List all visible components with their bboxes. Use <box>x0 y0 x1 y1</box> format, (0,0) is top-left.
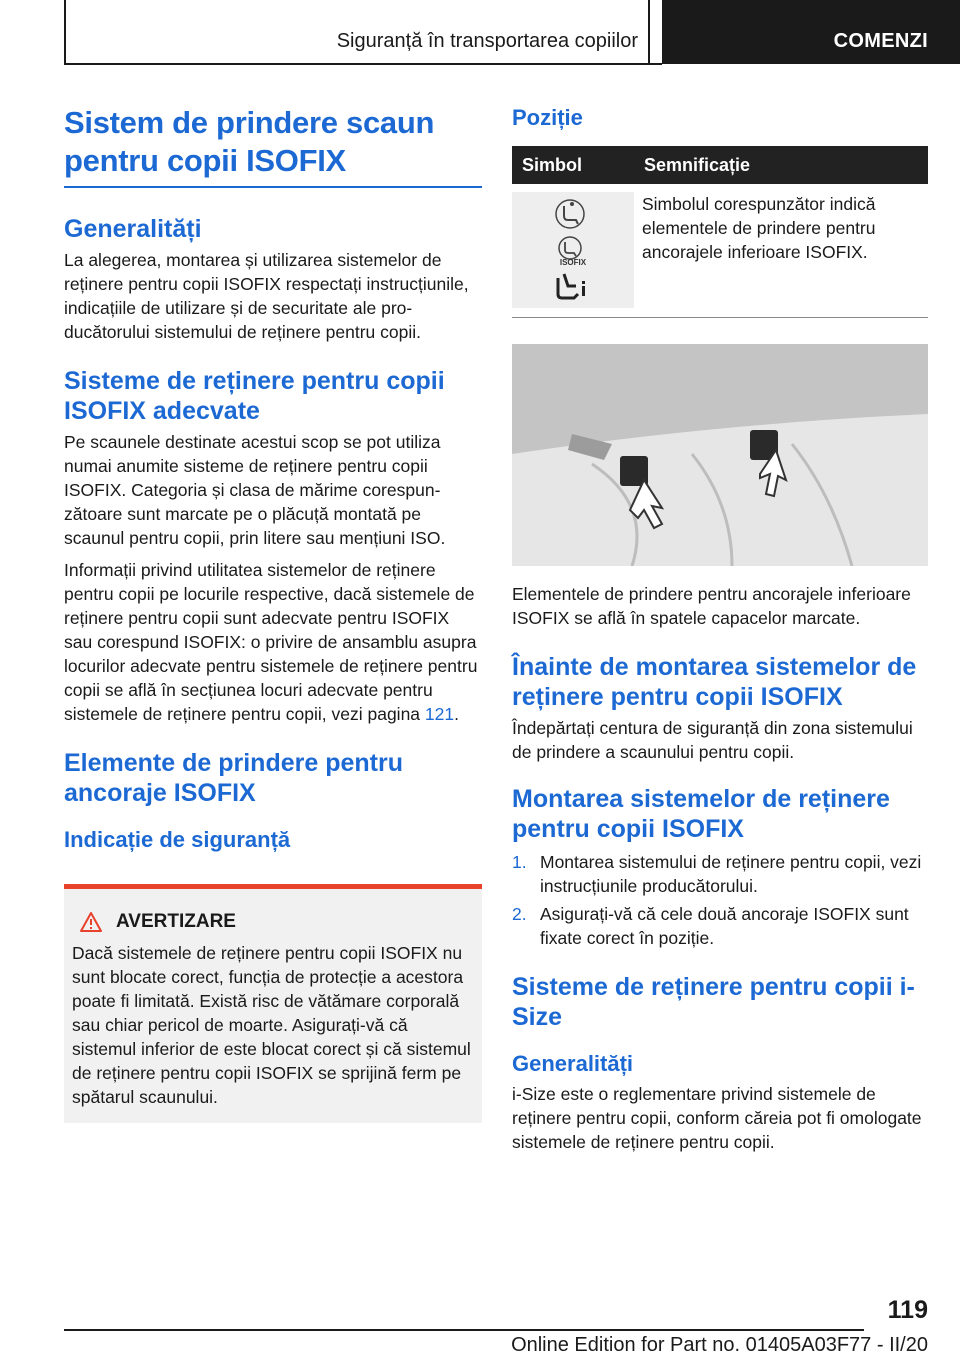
section-title: Siguranță în transportarea copiilor <box>336 30 638 52</box>
right-column <box>512 104 928 1154</box>
page-number: 119 <box>887 1296 928 1324</box>
isize-general-heading: Generalități <box>512 1051 634 1076</box>
isofix-seat-icon <box>512 192 634 308</box>
title-rule <box>64 186 482 188</box>
warning-text: Dacă sistemele de reținere pentru copii ISOFIX nu sunt blocate corect, funcția de protecție a acestora poate fi limitată. Există risc de vătămare corporală sau chiar pericol de moarte. Asigurați-vă că sistemul inferior de este blocat corect și că sistemul de reținere pentru copii ISOFIX se sprijină ferm pe spătarul scaunului. <box>72 943 471 1107</box>
page-reference-link[interactable]: 121 <box>424 704 455 724</box>
isize-text: i-Size este o reglementare privind sistemele de reținere pentru copii, conform căreia pot fi omologate sistemele de reținere pentru copii. <box>512 1084 922 1152</box>
suitable-text-2 <box>64 558 482 726</box>
before-text: Îndepărtați centura de siguranță din zona sistemului de prindere a scaunului pentru copii. <box>512 718 913 762</box>
warning-triangle-icon <box>80 912 102 932</box>
general-heading: Generalități <box>64 215 202 243</box>
rear-seat-illustration <box>512 344 928 566</box>
mount-heading: Montarea sistemelor de reținere pentru copii ISOFIX <box>512 785 890 843</box>
footer-rule <box>64 1329 864 1331</box>
chapter-tab[interactable]: COMENZI <box>662 0 960 64</box>
suitable-heading: Sisteme de reținere pentru copii ISOFIX adecvate <box>64 367 445 425</box>
anchor-heading: Elemente de prindere pentru ancoraje ISOFIX <box>64 749 403 807</box>
warning-label: AVERTIZARE <box>116 911 236 932</box>
suitable-text-2-body: Informații privind utilitatea sistemelor de reținere pentru copii pe locurile respective, dacă sistemele de reținere pentru copii sunt adecvate pentru ISOFIX sau corespund ISOFIX: o privire de ansamblu asupra locurilor adecvate pentru sistemele de reținere pentru copii se află în secțiunea locuri adecvate pentru sistemele de reținere pentru copii, vezi pagina <box>64 560 478 724</box>
isofix-symbols <box>512 192 634 308</box>
table-row-text: Simbolul corespunzător indică elementele de prindere pentru ancorajele inferioare ISOFIX. <box>642 194 876 262</box>
warning-box <box>64 889 482 1123</box>
list-item <box>512 850 928 898</box>
symbol-table <box>512 146 928 318</box>
safety-heading: Indicație de siguranță <box>64 827 291 852</box>
step-text: Montarea sistemului de reținere pentru copii, vezi instrucțiunile producătorului. <box>540 852 922 896</box>
suitable-text-1: Pe scaunele destinate acestui scop se pot utiliza numai anumite sisteme de reținere pentru copii ISOFIX. Categoria și clasa de mărime corespunzătoare sunt marcate pe o plăcuță montată pe scaunul pentru copii, prin litere sau mențiuni ISO. <box>64 432 446 548</box>
table-row <box>512 184 928 318</box>
suitable-text-2-end: . <box>454 704 459 724</box>
step-text: Asigurați-vă că cele două ancoraje ISOFIX sunt fixate corect în poziție. <box>540 904 909 948</box>
table-header-symbol: Simbol <box>522 154 583 175</box>
header-divider-bottom <box>64 63 662 65</box>
isize-heading: Sisteme de reținere pentru copii i-Size <box>512 973 915 1031</box>
isofix-symbol-label: ISOFIX <box>559 258 587 267</box>
warning-header <box>80 911 472 933</box>
position-heading: Poziție <box>512 105 583 130</box>
edition-text: Online Edition for Part no. 01405A03F77 - II/20 <box>511 1334 928 1356</box>
page-title: Sistem de prindere scaun pentru copii ISOFIX <box>64 105 435 178</box>
table-header <box>512 146 928 184</box>
photo-caption: Elementele de prindere pentru ancorajele inferioare ISOFIX se află în spatele capacelor marcate. <box>512 584 911 628</box>
general-text: La alegerea, montarea și utilizarea sistemelor de reținere pentru copii ISOFIX respectați instrucțiunile, indicațiile de utilizare și de securitate ale producătorului sistemului de reținere pentru copii. <box>64 250 469 342</box>
step-number: 2. <box>512 904 527 924</box>
isofix-anchor-photo <box>512 344 928 566</box>
table-header-meaning: Semnificație <box>644 154 751 175</box>
list-item <box>512 902 928 950</box>
header-divider-right <box>648 0 650 64</box>
left-column <box>64 104 482 1123</box>
mount-steps <box>512 850 928 950</box>
step-number: 1. <box>512 852 527 872</box>
before-heading: Înainte de montarea sistemelor de reținere pentru copii ISOFIX <box>512 653 917 711</box>
